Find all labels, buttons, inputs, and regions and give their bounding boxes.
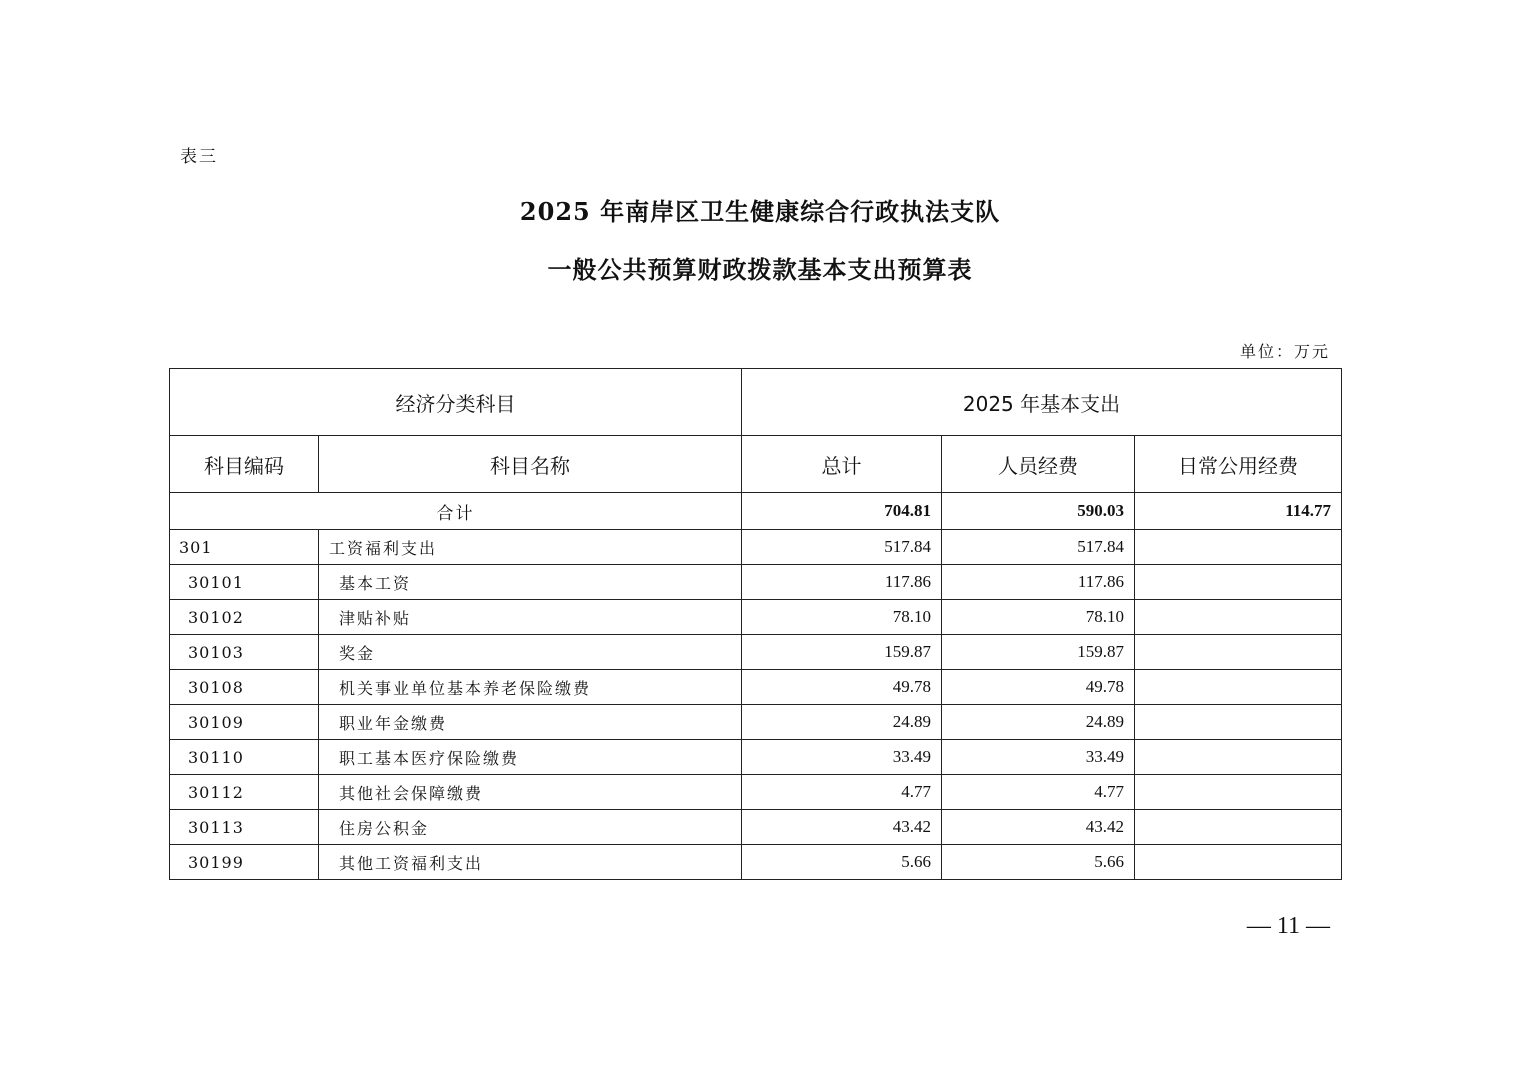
row-personnel: 24.89 (942, 705, 1135, 740)
total-label: 合计 (170, 493, 742, 530)
row-name: 其他工资福利支出 (319, 845, 742, 880)
row-code: 30102 (170, 600, 319, 635)
row-total: 5.66 (742, 845, 942, 880)
row-name: 工资福利支出 (319, 530, 742, 565)
row-name: 住房公积金 (319, 810, 742, 845)
row-public (1135, 775, 1342, 810)
unit-label: 单位：万元 (1239, 342, 1330, 361)
row-public (1135, 845, 1342, 880)
row-public (1135, 635, 1342, 670)
row-public (1135, 810, 1342, 845)
table-row (170, 740, 1342, 775)
total-total: 704.81 (742, 493, 942, 530)
row-personnel: 117.86 (942, 565, 1135, 600)
row-code: 30112 (170, 775, 319, 810)
row-public (1135, 740, 1342, 775)
row-public (1135, 670, 1342, 705)
table-row (170, 635, 1342, 670)
header-personnel: 人员经费 (942, 436, 1135, 493)
row-total: 517.84 (742, 530, 942, 565)
row-total: 49.78 (742, 670, 942, 705)
row-code: 30199 (170, 845, 319, 880)
header-total: 总计 (742, 436, 942, 493)
document-subtitle: 一般公共预算财政拨款基本支出预算表 (547, 255, 973, 284)
page-number: — 11 — (1246, 913, 1330, 939)
row-code: 30101 (170, 565, 319, 600)
table-label: 表三 (180, 147, 218, 167)
row-code: 301 (170, 530, 319, 565)
row-code: 30103 (170, 635, 319, 670)
row-code: 30109 (170, 705, 319, 740)
row-name: 机关事业单位基本养老保险缴费 (319, 670, 742, 705)
row-name: 职工基本医疗保险缴费 (319, 740, 742, 775)
row-total: 43.42 (742, 810, 942, 845)
row-code: 30110 (170, 740, 319, 775)
table-row (170, 705, 1342, 740)
row-personnel: 159.87 (942, 635, 1135, 670)
table-row (170, 670, 1342, 705)
row-name: 津贴补贴 (319, 600, 742, 635)
document-title: 2025 年南岸区卫生健康综合行政执法支队 (519, 197, 1001, 226)
row-total: 4.77 (742, 775, 942, 810)
row-personnel: 5.66 (942, 845, 1135, 880)
table-row (170, 600, 1342, 635)
table-row (170, 810, 1342, 845)
row-personnel: 49.78 (942, 670, 1135, 705)
row-personnel: 78.10 (942, 600, 1135, 635)
row-total: 117.86 (742, 565, 942, 600)
row-personnel: 33.49 (942, 740, 1135, 775)
header-economic-category: 经济分类科目 (170, 369, 742, 436)
row-code: 30108 (170, 670, 319, 705)
row-name: 其他社会保障缴费 (319, 775, 742, 810)
row-personnel: 43.42 (942, 810, 1135, 845)
row-personnel: 517.84 (942, 530, 1135, 565)
table-row (170, 775, 1342, 810)
row-public (1135, 530, 1342, 565)
budget-table (169, 368, 1342, 880)
header-column-row (170, 436, 1342, 493)
total-public: 114.77 (1135, 493, 1342, 530)
row-personnel: 4.77 (942, 775, 1135, 810)
row-total: 24.89 (742, 705, 942, 740)
row-public (1135, 600, 1342, 635)
table-row (170, 565, 1342, 600)
row-public (1135, 705, 1342, 740)
table-row (170, 530, 1342, 565)
total-personnel: 590.03 (942, 493, 1135, 530)
row-name: 基本工资 (319, 565, 742, 600)
row-total: 159.87 (742, 635, 942, 670)
header-public: 日常公用经费 (1135, 436, 1342, 493)
header-basic-expenditure: 2025 年基本支出 (742, 369, 1342, 436)
row-name: 奖金 (319, 635, 742, 670)
row-total: 33.49 (742, 740, 942, 775)
row-total: 78.10 (742, 600, 942, 635)
row-name: 职业年金缴费 (319, 705, 742, 740)
row-public (1135, 565, 1342, 600)
header-group-row (170, 369, 1342, 436)
row-code: 30113 (170, 810, 319, 845)
header-subject-name: 科目名称 (319, 436, 742, 493)
total-row (170, 493, 1342, 530)
table-row (170, 845, 1342, 880)
header-subject-code: 科目编码 (170, 436, 319, 493)
